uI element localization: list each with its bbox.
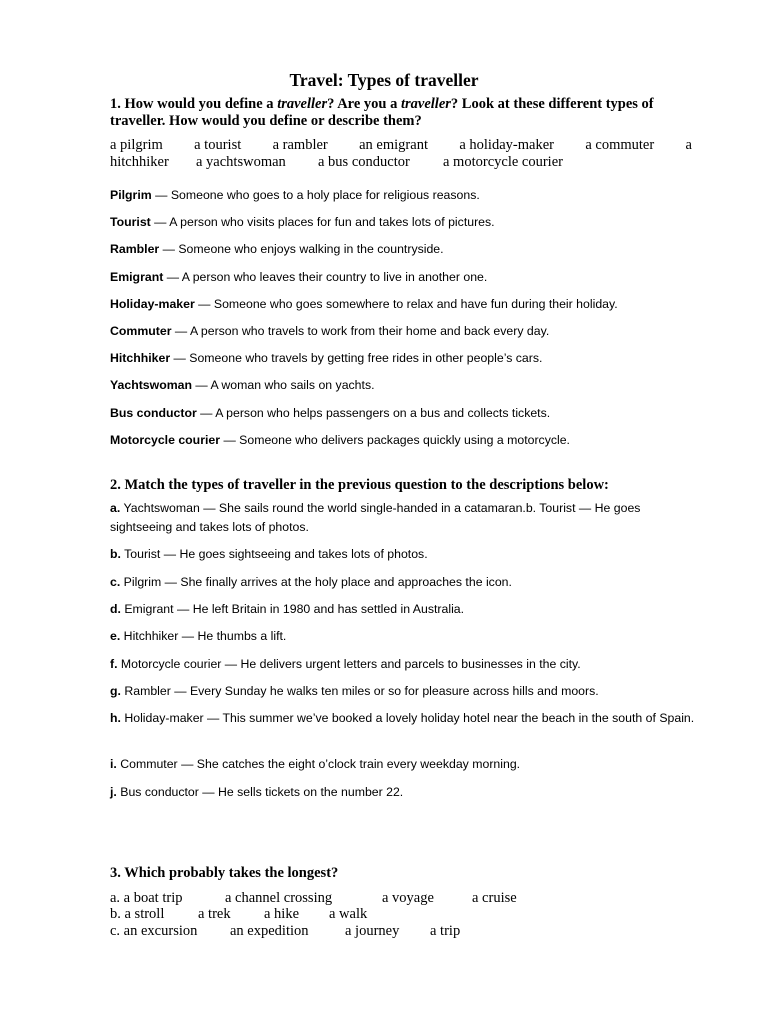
match-text: Emigrant — He left Britain in 1980 and has settled in Australia. bbox=[120, 602, 465, 616]
match-letter: c. bbox=[110, 575, 121, 589]
definition-text: — A person who visits places for fun and takes lots of pictures. bbox=[150, 215, 495, 229]
match-item bbox=[110, 600, 695, 619]
match-letter: h. bbox=[110, 711, 121, 725]
definition-text: — Someone who goes to a holy place for religious reasons. bbox=[151, 188, 480, 202]
page-title: Travel: Types of traveller bbox=[289, 70, 479, 90]
q1-emphasis-2: traveller bbox=[400, 96, 451, 112]
definition-item bbox=[110, 431, 710, 449]
definition-term: Commuter bbox=[110, 324, 172, 338]
definition-text: — Someone who travels by getting free rides in other people’s cars. bbox=[170, 351, 543, 365]
definition-text: — A person who leaves their country to live in another one. bbox=[163, 270, 488, 284]
definition-item bbox=[110, 268, 710, 286]
definition-text: — Someone who enjoys walking in the countryside. bbox=[159, 242, 444, 256]
word-item: a holiday-maker bbox=[459, 137, 554, 153]
match-item bbox=[110, 627, 695, 646]
word-item: a commuter bbox=[585, 137, 655, 153]
match-text: Yachtswoman — She sails round the world single-handed in a catamaran.b. Tourist — He goes sightseeing and takes lots of photos. bbox=[110, 501, 641, 534]
option-item: a hike bbox=[264, 906, 300, 922]
definition-text: — A woman who sails on yachts. bbox=[192, 378, 375, 392]
q1-text-post: ? Look at these different types of traveller. How would you define or describe them? bbox=[110, 96, 654, 129]
definition-item bbox=[110, 186, 710, 204]
match-text: Rambler — Every Sunday he walks ten miles or so for pleasure across hills and moors. bbox=[120, 684, 599, 698]
definition-term: Yachtswoman bbox=[110, 378, 193, 392]
q1-text-mid: ? Are you a bbox=[327, 96, 401, 112]
word-item: a rambler bbox=[272, 137, 328, 153]
match-item bbox=[110, 655, 695, 674]
match-letter: g. bbox=[110, 684, 121, 698]
word-item: a yachtswoman bbox=[196, 154, 286, 170]
definition-text: — Someone who goes somewhere to relax and have fun during their holiday. bbox=[194, 297, 618, 311]
definition-text: — A person who helps passengers on a bus and collects tickets. bbox=[196, 406, 551, 420]
q1-emphasis-1: traveller bbox=[277, 96, 328, 112]
word-item: an emigrant bbox=[359, 137, 428, 153]
definition-item bbox=[110, 349, 710, 367]
match-text: Tourist — He goes sightseeing and takes lots of photos. bbox=[120, 547, 428, 561]
option-item: a voyage bbox=[382, 890, 434, 906]
match-text: Bus conductor — He sells tickets on the number 22. bbox=[116, 785, 404, 799]
word-item: a bus conductor bbox=[318, 154, 410, 170]
definition-term: Pilgrim bbox=[110, 188, 152, 202]
option-item: a trip bbox=[430, 923, 461, 939]
match-text: Pilgrim — She finally arrives at the holy place and approaches the icon. bbox=[120, 575, 512, 589]
match-text: Commuter — She catches the eight o’clock train every weekday morning. bbox=[116, 757, 521, 771]
match-text: Hitchhiker — He thumbs a lift. bbox=[120, 629, 287, 643]
word-item: hitchhiker bbox=[110, 154, 169, 170]
match-letter: d. bbox=[110, 602, 121, 616]
definition-term: Motorcycle courier bbox=[110, 433, 221, 447]
word-item: a pilgrim bbox=[110, 137, 163, 153]
definition-term: Hitchhiker bbox=[110, 351, 171, 365]
option-item: a journey bbox=[345, 923, 400, 939]
q1-text-pre: 1. How would you define a bbox=[110, 96, 278, 112]
option-item: an expedition bbox=[230, 923, 309, 939]
match-item bbox=[110, 573, 695, 592]
q3-option-row-b bbox=[110, 906, 367, 923]
match-letter: j. bbox=[110, 785, 117, 799]
match-letter: i. bbox=[110, 757, 117, 771]
match-item bbox=[110, 755, 695, 774]
match-item bbox=[110, 682, 695, 701]
word-item: a bbox=[685, 137, 692, 153]
q3-option-row-a bbox=[110, 890, 517, 907]
option-item: b. a stroll bbox=[110, 906, 165, 922]
definition-term: Tourist bbox=[110, 215, 151, 229]
q1-word-row-2 bbox=[110, 154, 563, 171]
word-item: a tourist bbox=[194, 137, 242, 153]
match-item bbox=[110, 499, 695, 537]
question-1-heading bbox=[110, 96, 695, 130]
definition-term: Emigrant bbox=[110, 270, 164, 284]
match-letter: f. bbox=[110, 657, 118, 671]
question-2-heading: 2. Match the types of traveller in the previous question to the descriptions below: bbox=[110, 477, 609, 493]
definition-item bbox=[110, 322, 710, 340]
word-item: a motorcycle courier bbox=[443, 154, 563, 170]
match-letter: e. bbox=[110, 629, 121, 643]
match-item bbox=[110, 783, 695, 802]
definition-item bbox=[110, 213, 710, 231]
q1-word-row-1 bbox=[110, 137, 692, 154]
definition-item bbox=[110, 240, 710, 258]
option-item: a walk bbox=[329, 906, 368, 922]
option-item: a cruise bbox=[472, 890, 517, 906]
match-text: Motorcycle courier — He delivers urgent letters and parcels to businesses in the city. bbox=[117, 657, 581, 671]
match-letter: a. bbox=[110, 501, 121, 515]
match-item bbox=[110, 709, 695, 728]
definition-item bbox=[110, 376, 710, 394]
match-text: Holiday-maker — This summer we’ve booked a lovely holiday hotel near the beach in the south of Spain. bbox=[120, 711, 695, 725]
definition-term: Rambler bbox=[110, 242, 160, 256]
option-item: a trek bbox=[198, 906, 231, 922]
definition-term: Bus conductor bbox=[110, 406, 197, 420]
definition-item bbox=[110, 404, 710, 422]
definition-text: — Someone who delivers packages quickly using a motorcycle. bbox=[220, 433, 570, 447]
option-item: a channel crossing bbox=[225, 890, 333, 906]
definition-item bbox=[110, 295, 710, 313]
match-letter: b. bbox=[110, 547, 121, 561]
match-item bbox=[110, 545, 695, 564]
question-3-heading: 3. Which probably takes the longest? bbox=[110, 865, 339, 881]
definition-term: Holiday-maker bbox=[110, 297, 195, 311]
definition-text: — A person who travels to work from their home and back every day. bbox=[171, 324, 550, 338]
option-item: a. a boat trip bbox=[110, 890, 183, 906]
option-item: c. an excursion bbox=[110, 923, 198, 939]
q3-option-row-c bbox=[110, 923, 460, 940]
